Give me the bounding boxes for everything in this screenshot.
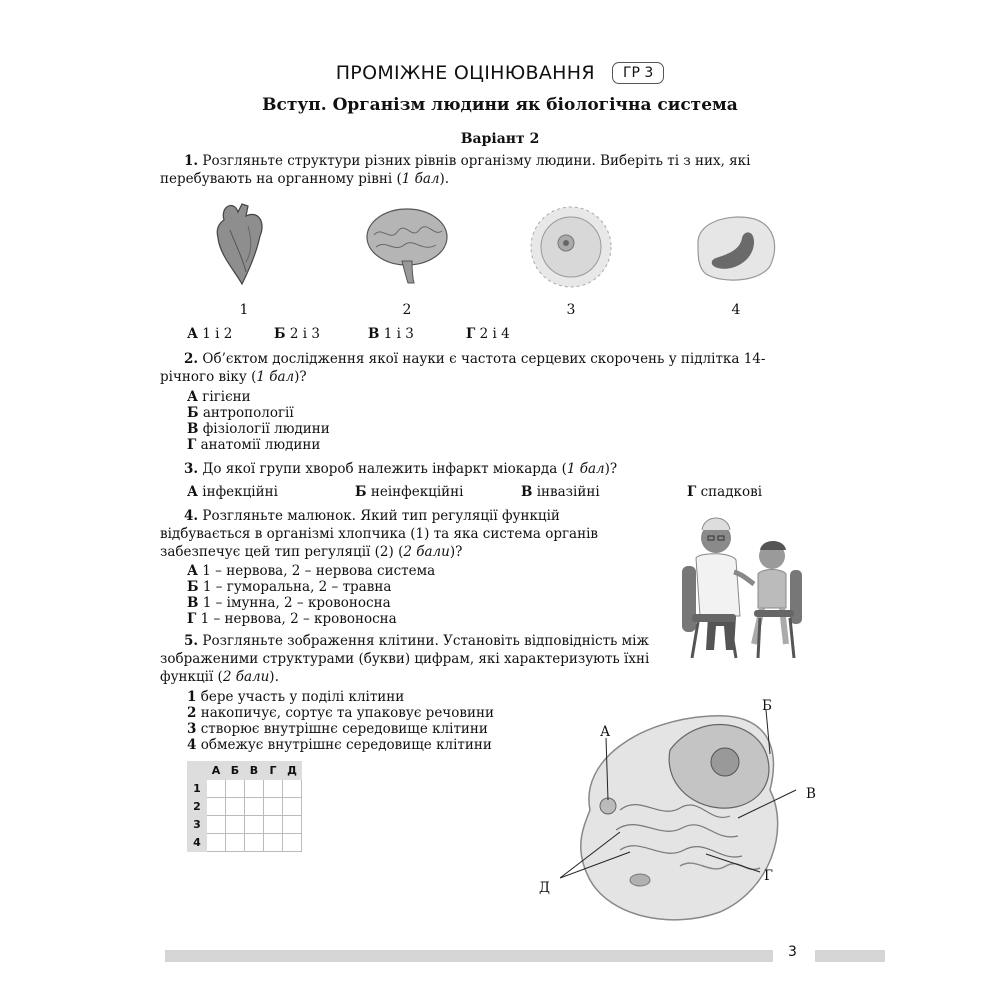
question-1: 1. Розгляньте структури різних рівнів організму людини. Виберіть ті з них, які перебувають на органному рівні (1 бал).	[160, 153, 751, 187]
statement-1: 1 бере участь у поділі клітини	[187, 689, 405, 705]
answer-grid	[187, 761, 302, 852]
question-3: 3. До якої групи хвороб належить інфаркт міокарда (1 бал)?	[184, 461, 618, 477]
question-5: 5. Розгляньте зображення клітини. Установіть відповідність між зображеними структурами (букви) цифрам, які характеризують їхні функції (2 бали).	[160, 633, 650, 685]
image-label-4: 4	[731, 302, 741, 318]
option-b[interactable]: Б антропології	[187, 405, 294, 421]
image-label-2: 2	[402, 302, 412, 318]
page-title: ПРОМІЖНЕ ОЦІНЮВАННЯ	[335, 62, 595, 84]
option-a[interactable]: А інфекційні	[187, 484, 278, 500]
grid-row-header: 4	[188, 834, 207, 852]
option-v[interactable]: В 1 – імунна, 2 – кровоносна	[187, 595, 391, 611]
doctor-boy-illustration	[678, 508, 808, 663]
grid-cell[interactable]	[245, 834, 264, 852]
image-label-3: 3	[566, 302, 576, 318]
option-g[interactable]: Г 2 і 4	[466, 326, 510, 342]
cell-label-b: Б	[762, 698, 772, 714]
grid-col-header: В	[245, 762, 264, 780]
grid-row-header: 1	[188, 780, 207, 798]
statement-2: 2 накопичує, сортує та упаковує речовини	[187, 705, 494, 721]
option-g[interactable]: Г 1 – нервова, 2 – кровоносна	[187, 611, 397, 627]
grid-col-header: Б	[226, 762, 245, 780]
grid-cell[interactable]	[245, 816, 264, 834]
grid-cell[interactable]	[207, 816, 226, 834]
grid-col-header: Г	[264, 762, 283, 780]
option-b[interactable]: Б 2 і 3	[274, 326, 320, 342]
option-g[interactable]: Г анатомії людини	[187, 437, 321, 453]
option-a[interactable]: А 1 – нервова, 2 – нервова система	[187, 563, 436, 579]
heart-image	[212, 200, 272, 290]
grid-cell[interactable]	[264, 834, 283, 852]
egg-cell-image	[526, 205, 616, 290]
grid-cell[interactable]	[283, 798, 302, 816]
grid-cell[interactable]	[226, 834, 245, 852]
option-a[interactable]: А 1 і 2	[187, 326, 233, 342]
footer-bar	[815, 950, 885, 962]
group-badge: ГР 3	[612, 62, 664, 84]
option-b[interactable]: Б 1 – гуморальна, 2 – травна	[187, 579, 392, 595]
cell-label-d: Д	[539, 880, 550, 896]
grid-cell[interactable]	[245, 798, 264, 816]
statement-4: 4 обмежує внутрішнє середовище клітини	[187, 737, 492, 753]
grid-cell[interactable]	[283, 834, 302, 852]
grid-col-header: А	[207, 762, 226, 780]
grid-cell[interactable]	[245, 780, 264, 798]
cell-label-g: Г	[764, 868, 773, 884]
grid-cell[interactable]	[283, 780, 302, 798]
option-b[interactable]: Б неінфекційні	[355, 484, 464, 500]
grid-cell[interactable]	[283, 816, 302, 834]
option-g[interactable]: Г спадкові	[687, 484, 763, 500]
image-label-1: 1	[239, 302, 249, 318]
question-2: 2. Об’єктом дослідження якої науки є частота серцевих скорочень у підлітка 14-річного віку (1 бал)?	[160, 351, 766, 385]
page-number: 3	[788, 944, 797, 960]
grid-cell[interactable]	[264, 816, 283, 834]
grid-cell[interactable]	[207, 780, 226, 798]
variant-title: Варіант 2	[460, 131, 540, 147]
option-a[interactable]: А гігієни	[187, 389, 251, 405]
grid-cell[interactable]	[207, 798, 226, 816]
question-4: 4. Розгляньте малюнок. Який тип регуляції функцій відбувається в організмі хлопчика (1) та яка система органів забезпечує цей тип регуляції (2) (2 бали)?	[160, 508, 599, 560]
grid-row-header: 3	[188, 816, 207, 834]
option-v[interactable]: В інвазійні	[521, 484, 600, 500]
white-blood-cell-image	[688, 210, 783, 285]
grid-row-header: 2	[188, 798, 207, 816]
option-v[interactable]: В 1 і 3	[368, 326, 414, 342]
cell-label-a: А	[600, 724, 611, 740]
grid-cell[interactable]	[207, 834, 226, 852]
grid-cell[interactable]	[264, 798, 283, 816]
topic-title: Вступ. Організм людини як біологічна система	[262, 95, 738, 115]
grid-cell[interactable]	[264, 780, 283, 798]
footer-bar	[165, 950, 773, 962]
option-v[interactable]: В фізіології людини	[187, 421, 330, 437]
grid-cell[interactable]	[226, 798, 245, 816]
grid-cell[interactable]	[226, 816, 245, 834]
statement-3: 3 створює внутрішнє середовище клітини	[187, 721, 488, 737]
grid-col-header: Д	[283, 762, 302, 780]
grid-cell[interactable]	[226, 780, 245, 798]
cell-label-v: В	[806, 786, 816, 802]
page-header	[0, 62, 1000, 84]
brain-image	[362, 205, 452, 285]
